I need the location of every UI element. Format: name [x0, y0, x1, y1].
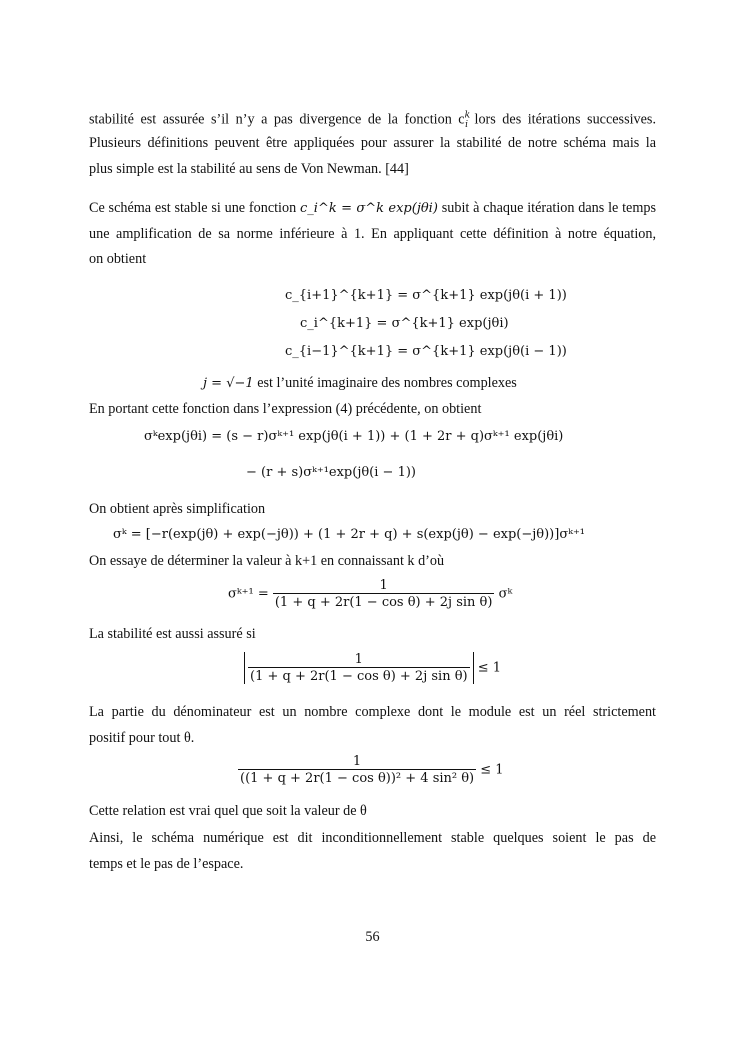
text-run: est l’unité imaginaire des nombres complexes — [257, 375, 517, 391]
paragraph-line: En portant cette fonction dans l’expression (4) précédente, on obtient — [89, 401, 482, 417]
definition-line — [203, 374, 623, 393]
paragraph-line: Plusieurs définitions peuvent être appliquées pour assurer la stabilité de notre schéma mais la — [89, 135, 656, 151]
fraction — [273, 578, 495, 610]
fraction-denominator: (1 + q + 2r(1 − cos θ) + 2j sin θ) — [250, 669, 468, 684]
equation-7 — [244, 652, 501, 684]
paragraph-line: Ainsi, le schéma numérique est dit inconditionnellement stable quelques soient le pas de — [89, 830, 656, 846]
fraction-numerator: 1 — [352, 754, 362, 769]
math-sup: k — [464, 111, 471, 121]
paragraph-line: positif pour tout θ. — [89, 730, 195, 746]
paragraph-line: temps et le pas de l’espace. — [89, 856, 244, 872]
paragraph-line — [89, 107, 656, 134]
text-run: lors des itérations successives. — [474, 111, 657, 128]
equation-rhs: ≤ 1 — [480, 762, 504, 778]
fraction-numerator: 1 — [354, 652, 363, 667]
text-run: Ce schéma est stable si une fonction — [89, 200, 297, 216]
equation-2: c_i^{k+1} = σ^{k+1} exp(jθi) — [300, 316, 509, 331]
equation-4-line-2: − (r + s)σᵏ⁺¹exp(jθ(i − 1)) — [246, 465, 416, 480]
equation-6 — [228, 578, 512, 610]
inline-equation: c_i^k = σ^k exp(jθi) — [300, 201, 438, 216]
paragraph-line: La stabilité est aussi assuré si — [89, 626, 256, 642]
equation-1: c_{i+1}^{k+1} = σ^{k+1} exp(jθ(i + 1)) — [285, 288, 567, 303]
equation-8 — [238, 754, 504, 786]
equation-lhs: σᵏ⁺¹ = — [228, 586, 269, 602]
inline-equation: j = √−1 — [203, 376, 254, 391]
paragraph-line: Cette relation est vrai quel que soit la valeur de θ — [89, 803, 367, 819]
paragraph-line: on obtient — [89, 251, 147, 267]
page-number: 56 — [365, 929, 380, 945]
equation-rhs: ≤ 1 — [477, 660, 502, 676]
equation-3: c_{i−1}^{k+1} = σ^{k+1} exp(jθ(i − 1)) — [285, 344, 567, 359]
fraction — [248, 652, 470, 684]
paragraph-line: plus simple est la stabilité au sens de Von Newman. [44] — [89, 161, 409, 177]
fraction — [238, 754, 476, 786]
fraction-numerator: 1 — [379, 578, 388, 593]
fraction-denominator: (1 + q + 2r(1 − cos θ) + 2j sin θ) — [274, 595, 493, 610]
text-run: stabilité est assurée s’il n’y a pas divergence de la fonction c — [89, 111, 465, 128]
equation-rhs: σᵏ — [498, 586, 513, 602]
absolute-value — [244, 652, 474, 684]
equation-5: σᵏ = [−r(exp(jθ) + exp(−jθ)) + (1 + 2r + q) + s(exp(jθ) − exp(−jθ))]σᵏ⁺¹ — [113, 527, 586, 542]
paragraph-line: On essaye de déterminer la valeur à k+1 en connaissant k d’où — [89, 553, 445, 569]
paragraph-line: La partie du dénominateur est un nombre complexe dont le module est un réel strictement — [89, 704, 656, 720]
equation-4-line-1: σᵏexp(jθi) = (s − r)σᵏ⁺¹ exp(jθ(i + 1)) + (1 + 2r + q)σᵏ⁺¹ exp(jθi) — [144, 429, 564, 444]
paragraph-line: une amplification de sa norme inférieure à 1. En appliquant cette définition à notre équation, — [89, 226, 656, 242]
fraction-denominator: ((1 + q + 2r(1 − cos θ))² + 4 sin² θ) — [240, 771, 475, 786]
paragraph-line — [89, 199, 656, 218]
math-sub: i — [465, 119, 468, 130]
text-run: subit à chaque itération dans le temps — [441, 200, 657, 216]
paragraph-line: On obtient après simplification — [89, 501, 266, 517]
